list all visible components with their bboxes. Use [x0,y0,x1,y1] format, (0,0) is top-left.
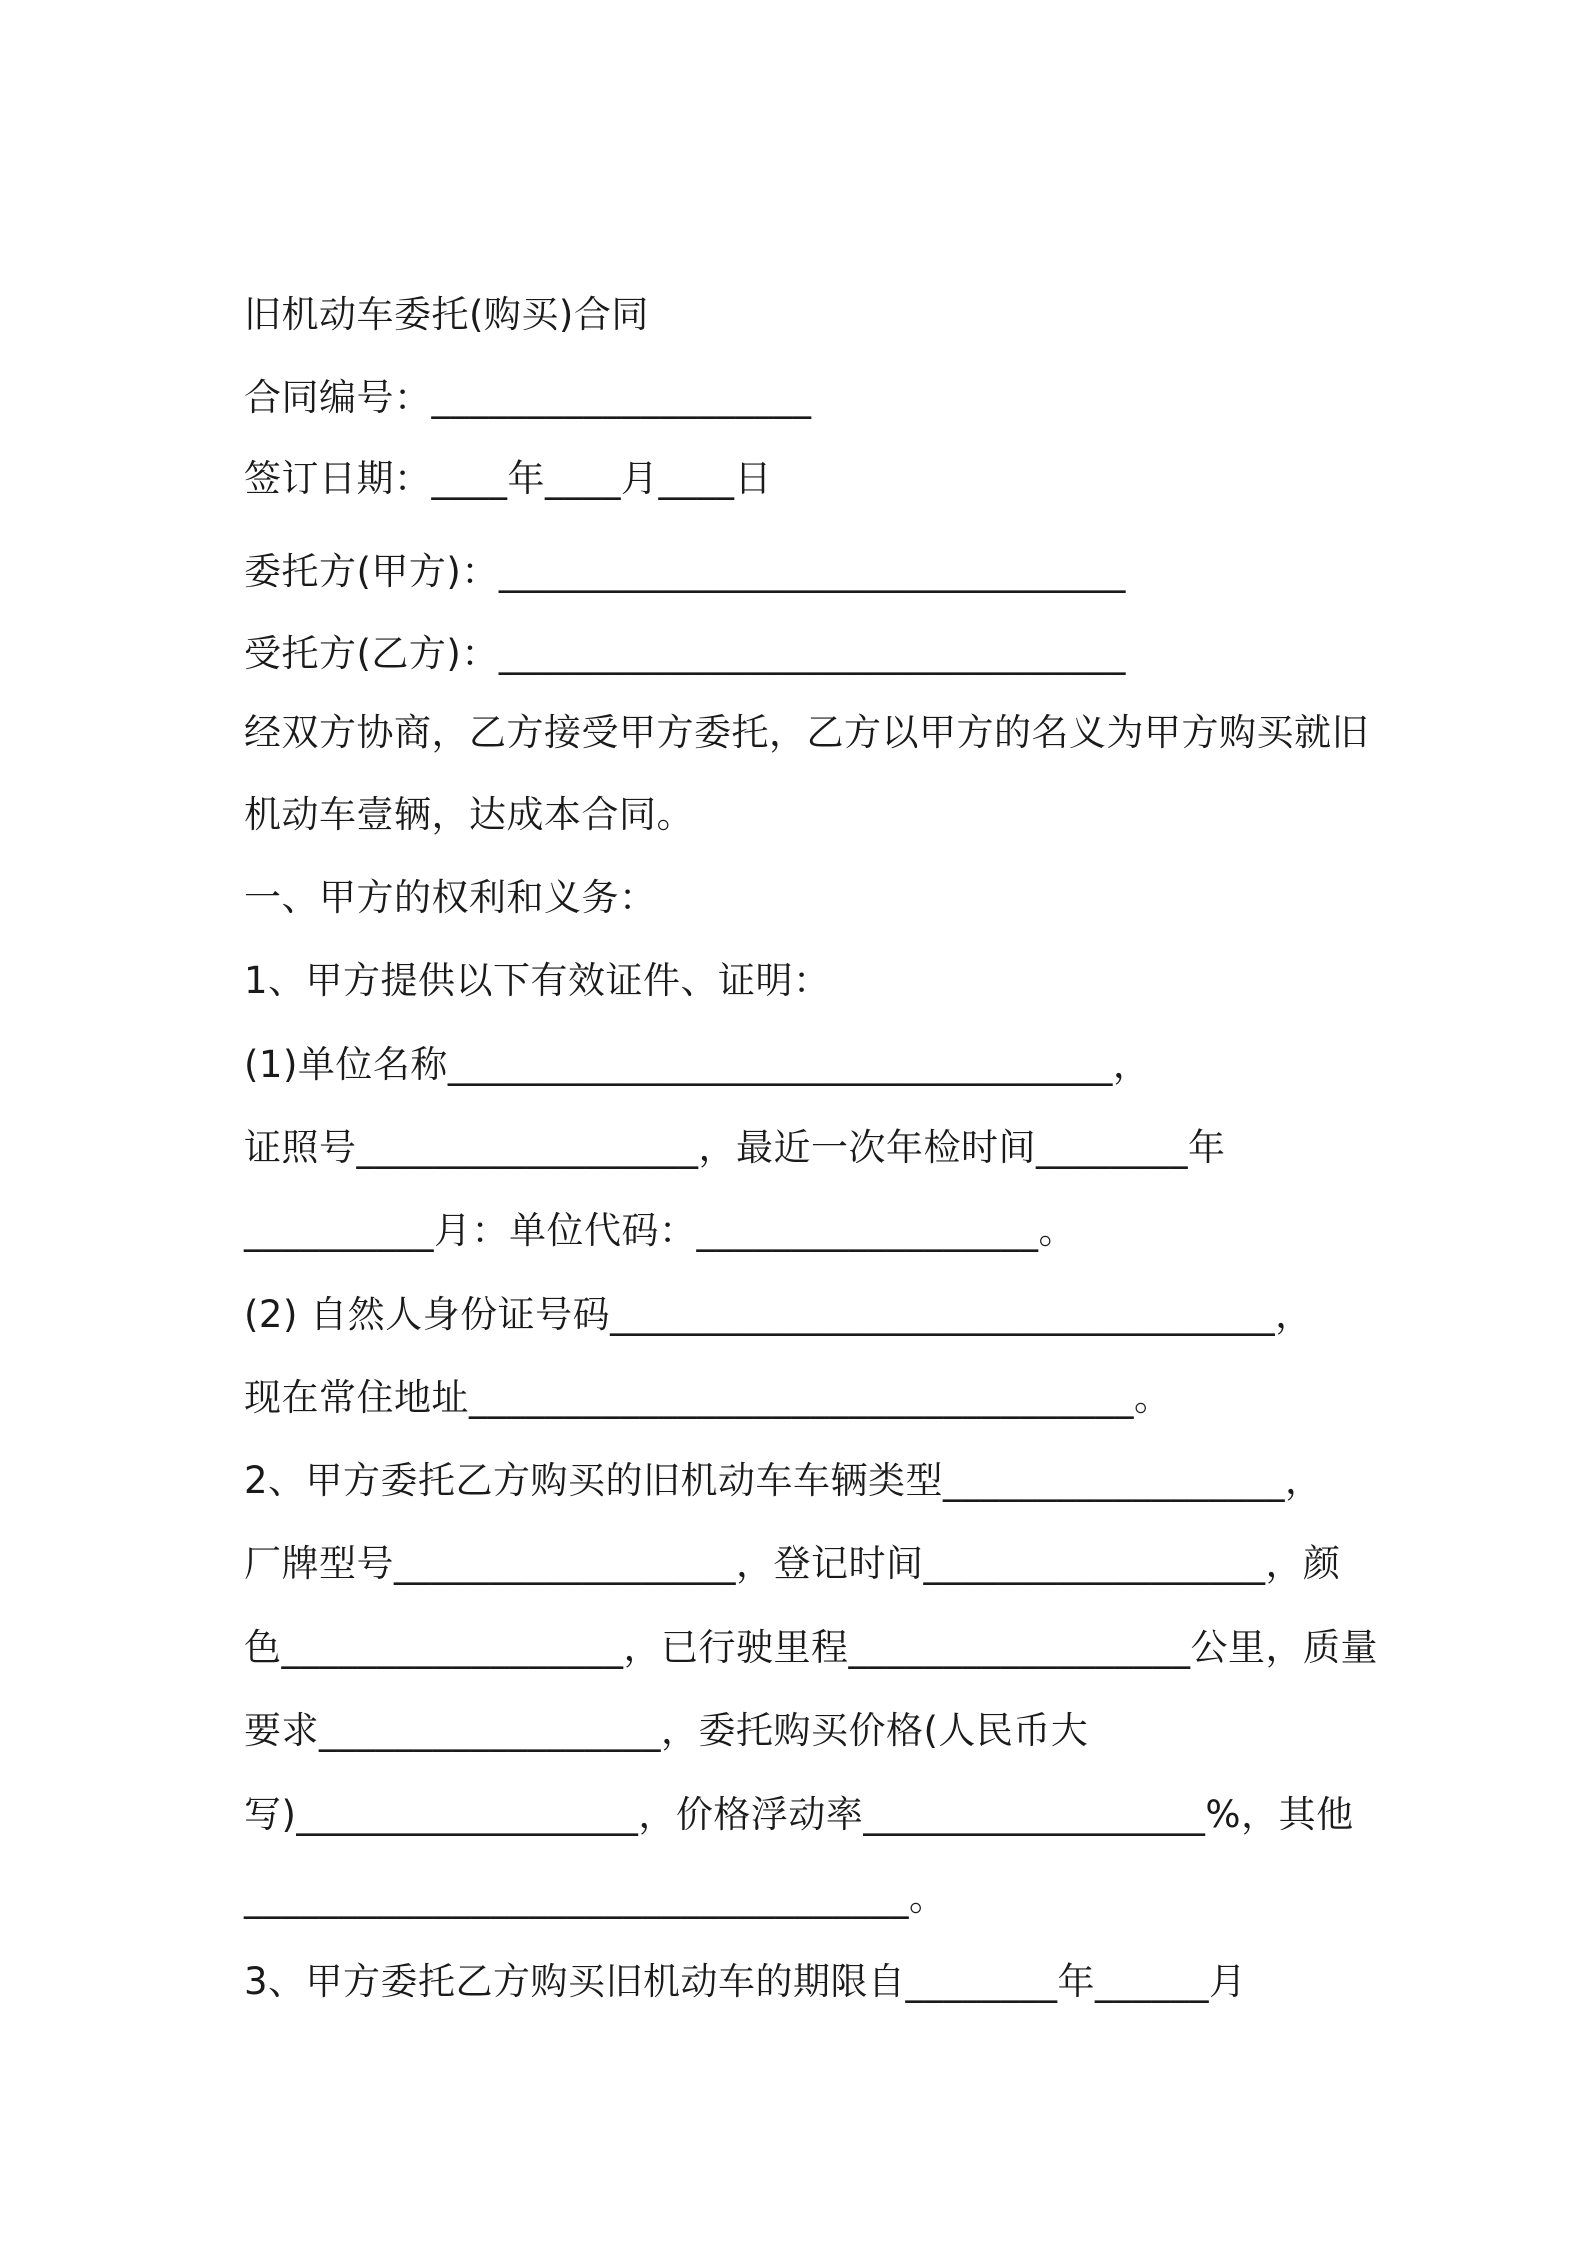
contract-title: 旧机动车委托(购买)合同 [244,293,649,336]
section-heading-1: 一、甲方的权利和义务： [244,876,657,919]
preamble-line-1: 经双方协商，乙方接受甲方委托，乙方以甲方的名义为甲方购买就旧 [244,711,1369,754]
clause-2-line-1: 2、甲方委托乙方购买的旧机动车车辆类型__________________， [244,1459,1323,1502]
contract-number-field: 合同编号：____________________ [244,376,812,419]
clause-2-line-3: 色__________________，已行驶里程__________________公里，质量 [244,1626,1378,1669]
clause-2-line-5: 写)__________________，价格浮动率__________________%，其他 [244,1793,1354,1836]
clause-1-1-line-3: __________月：单位代码：__________________。 [244,1209,1076,1252]
clause-2-line-2: 厂牌型号__________________，登记时间__________________，颜 [244,1542,1341,1585]
clause-2-line-4: 要求__________________，委托购买价格(人民币大 [244,1709,1089,1752]
preamble-line-2: 机动车壹辆，达成本合同。 [244,793,694,836]
clause-3-line-1: 3、甲方委托乙方购买旧机动车的期限自________年______月 [244,1960,1247,2003]
clause-1-1-line-1: (1)单位名称___________________________________， [244,1043,1151,1086]
clause-1-heading: 1、甲方提供以下有效证件、证明： [244,959,831,1002]
clause-1-1-line-2: 证照号__________________，最近一次年检时间________年 [244,1126,1226,1169]
party-b-field: 受托方(乙方)：_________________________________ [244,632,1126,675]
signing-date-field: 签订日期：____年____月____日 [244,457,772,500]
clause-1-2-line-1: (2) 自然人身份证号码___________________________________， [244,1293,1313,1336]
party-a-field: 委托方(甲方)：_________________________________ [244,550,1126,593]
clause-2-line-6: ___________________________________。 [244,1876,947,1919]
clause-1-2-line-2: 现在常住地址___________________________________。 [244,1376,1172,1419]
